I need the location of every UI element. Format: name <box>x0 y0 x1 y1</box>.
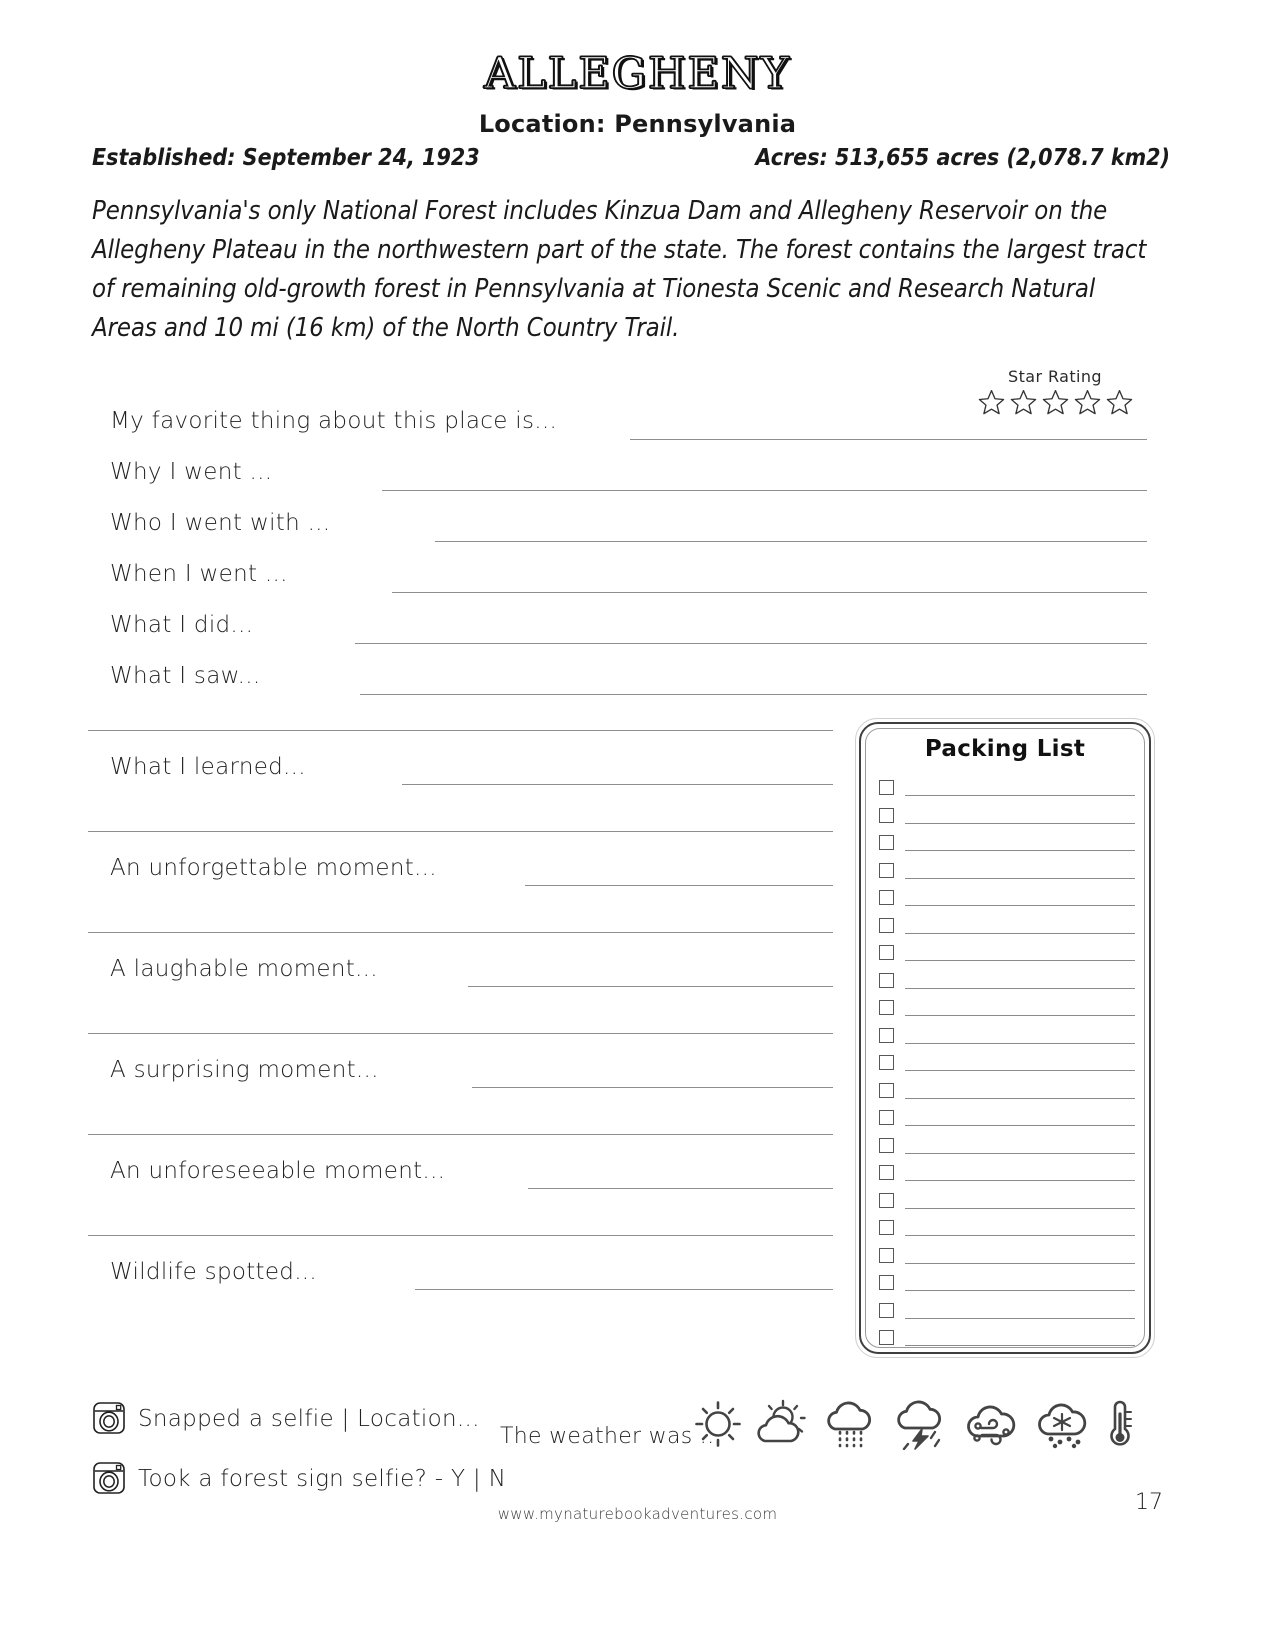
checkbox[interactable] <box>879 973 894 988</box>
write-in-line[interactable] <box>88 831 833 832</box>
prompt-row <box>0 497 1275 548</box>
write-in-line[interactable] <box>382 490 1147 491</box>
write-in-line[interactable] <box>88 1235 833 1236</box>
acres-text: Acres: 513,655 acres (2,078.7 km2) <box>755 145 1170 171</box>
write-in-line[interactable] <box>88 730 833 731</box>
checkbox[interactable] <box>879 1193 894 1208</box>
established-text: Established: September 24, 1923 <box>92 145 480 171</box>
write-in-line[interactable] <box>88 932 833 933</box>
snow-cloud-icon[interactable] <box>1033 1398 1093 1450</box>
sun-behind-cloud-icon[interactable] <box>755 1398 811 1450</box>
write-in-line[interactable] <box>905 1290 1135 1291</box>
write-in-line[interactable] <box>905 1043 1135 1044</box>
packing-list-item[interactable] <box>879 1218 1135 1246</box>
forest-description: Pennsylvania's only National Forest includes Kinzua Dam and Allegheny Reservoir on the Allegheny Plateau in the northwestern part of the state. The forest contains the largest tract of remaining old-growth forest in Pennsylvania at Tionesta Scenic and Research Natural Areas and 10 mi (16 km) of the North Country Trail. <box>92 196 1147 343</box>
prompt-label: My favorite thing about this place is... <box>110 408 558 434</box>
packing-list-item[interactable] <box>879 778 1135 806</box>
checkbox[interactable] <box>879 1275 894 1290</box>
selfie-location-row[interactable] <box>92 1400 480 1438</box>
packing-list-item[interactable] <box>879 1026 1135 1054</box>
packing-list-item[interactable] <box>879 861 1135 889</box>
packing-list-item[interactable] <box>879 888 1135 916</box>
location-subtitle: Location: Pennsylvania <box>478 110 797 138</box>
checkbox[interactable] <box>879 1110 894 1125</box>
write-in-line[interactable] <box>402 784 833 785</box>
prompt-label: An unforeseeable moment... <box>110 1158 446 1184</box>
packing-list-title: Packing List <box>924 736 1086 762</box>
page-title: allegheny <box>484 30 791 103</box>
packing-list-item[interactable] <box>879 1273 1135 1301</box>
checkbox[interactable] <box>879 1165 894 1180</box>
prompt-row <box>0 548 1275 599</box>
packing-list-item[interactable] <box>879 1328 1135 1356</box>
prompt-label: What I learned... <box>110 754 306 780</box>
checkbox[interactable] <box>879 863 894 878</box>
packing-list-item[interactable] <box>879 1053 1135 1081</box>
forest-sign-selfie-row[interactable] <box>92 1460 506 1498</box>
write-in-line[interactable] <box>355 643 1147 644</box>
camera-icon <box>92 1460 126 1498</box>
write-in-line[interactable] <box>630 439 1147 440</box>
checkbox[interactable] <box>879 890 894 905</box>
checkbox[interactable] <box>879 1028 894 1043</box>
write-in-line[interactable] <box>905 1098 1135 1099</box>
prompt-label: Wildlife spotted... <box>110 1259 318 1285</box>
thermometer-icon[interactable] <box>1104 1398 1136 1450</box>
prompt-row <box>0 599 1275 650</box>
forest-sign-selfie-label: Took a forest sign selfie? - Y | N <box>138 1466 507 1492</box>
packing-list-item[interactable] <box>879 806 1135 834</box>
write-in-line[interactable] <box>905 933 1135 934</box>
write-in-line[interactable] <box>472 1087 833 1088</box>
packing-list-item[interactable] <box>879 916 1135 944</box>
windy-cloud-icon[interactable] <box>962 1398 1022 1450</box>
write-in-line[interactable] <box>525 885 833 886</box>
checkbox[interactable] <box>879 835 894 850</box>
prompt-label: A laughable moment... <box>110 956 378 982</box>
weather-label: The weather was ... <box>500 1424 722 1449</box>
packing-list-item[interactable] <box>879 1246 1135 1274</box>
packing-list-item[interactable] <box>879 998 1135 1026</box>
checkbox[interactable] <box>879 780 894 795</box>
rain-cloud-icon[interactable] <box>822 1398 880 1450</box>
checkbox[interactable] <box>879 1248 894 1263</box>
checkbox[interactable] <box>879 918 894 933</box>
write-in-line[interactable] <box>905 1318 1135 1319</box>
weather-icon-row[interactable] <box>692 1398 1136 1450</box>
checkbox[interactable] <box>879 1330 894 1345</box>
checkbox[interactable] <box>879 1083 894 1098</box>
prompt-row <box>0 395 1275 446</box>
checkbox[interactable] <box>879 1303 894 1318</box>
write-in-line[interactable] <box>415 1289 833 1290</box>
write-in-line[interactable] <box>905 1345 1135 1346</box>
packing-list-item[interactable] <box>879 833 1135 861</box>
packing-list-item[interactable] <box>879 943 1135 971</box>
packing-list <box>855 718 1155 1358</box>
page-number: 17 <box>1135 1490 1163 1515</box>
write-in-line[interactable] <box>905 1015 1135 1016</box>
prompt-list-top <box>0 395 1275 701</box>
packing-list-item[interactable] <box>879 1136 1135 1164</box>
write-in-line[interactable] <box>905 1153 1135 1154</box>
write-in-line[interactable] <box>468 986 833 987</box>
prompt-label: Who I went with ... <box>110 510 331 536</box>
packing-list-item[interactable] <box>879 1191 1135 1219</box>
packing-list-item[interactable] <box>879 1108 1135 1136</box>
prompt-label: Why I went ... <box>110 459 273 485</box>
prompt-label: What I saw... <box>110 663 261 689</box>
write-in-line[interactable] <box>905 1180 1135 1181</box>
packing-item-list <box>879 778 1135 1356</box>
prompt-label: What I did... <box>110 612 254 638</box>
checkbox[interactable] <box>879 808 894 823</box>
write-in-line[interactable] <box>905 988 1135 989</box>
packing-list-item[interactable] <box>879 1301 1135 1329</box>
checkbox[interactable] <box>879 1220 894 1235</box>
write-in-line[interactable] <box>392 592 1147 593</box>
write-in-line[interactable] <box>905 960 1135 961</box>
sun-icon[interactable] <box>692 1398 744 1450</box>
footer-url: www.mynaturebookadventures.com <box>497 1505 778 1523</box>
prompt-label: An unforgettable moment... <box>110 855 437 881</box>
prompt-row <box>0 650 1275 701</box>
write-in-line[interactable] <box>360 694 1147 695</box>
packing-list-item[interactable] <box>879 1163 1135 1191</box>
checkbox[interactable] <box>879 1055 894 1070</box>
write-in-line[interactable] <box>528 1188 833 1189</box>
selfie-location-label: Snapped a selfie | Location... <box>138 1406 480 1432</box>
checkbox[interactable] <box>879 945 894 960</box>
write-in-line[interactable] <box>905 878 1135 879</box>
write-in-line[interactable] <box>905 1125 1135 1126</box>
write-in-line[interactable] <box>905 1208 1135 1209</box>
write-in-line[interactable] <box>435 541 1147 542</box>
star-rating-label: Star Rating <box>1008 367 1102 386</box>
meta-row <box>92 145 1170 171</box>
write-in-line[interactable] <box>905 1263 1135 1264</box>
write-in-line[interactable] <box>88 1033 833 1034</box>
packing-list-item[interactable] <box>879 971 1135 999</box>
prompt-row <box>0 446 1275 497</box>
write-in-line[interactable] <box>905 795 1135 796</box>
prompt-label: When I went ... <box>110 561 288 587</box>
packing-list-item[interactable] <box>879 1081 1135 1109</box>
checkbox[interactable] <box>879 1000 894 1015</box>
checkbox[interactable] <box>879 1138 894 1153</box>
write-in-line[interactable] <box>905 1070 1135 1071</box>
write-in-line[interactable] <box>905 850 1135 851</box>
write-in-line[interactable] <box>905 905 1135 906</box>
prompt-label: A surprising moment... <box>110 1057 379 1083</box>
write-in-line[interactable] <box>905 823 1135 824</box>
thunderstorm-cloud-icon[interactable] <box>891 1398 951 1450</box>
write-in-line[interactable] <box>905 1235 1135 1236</box>
camera-icon <box>92 1400 126 1438</box>
write-in-line[interactable] <box>88 1134 833 1135</box>
